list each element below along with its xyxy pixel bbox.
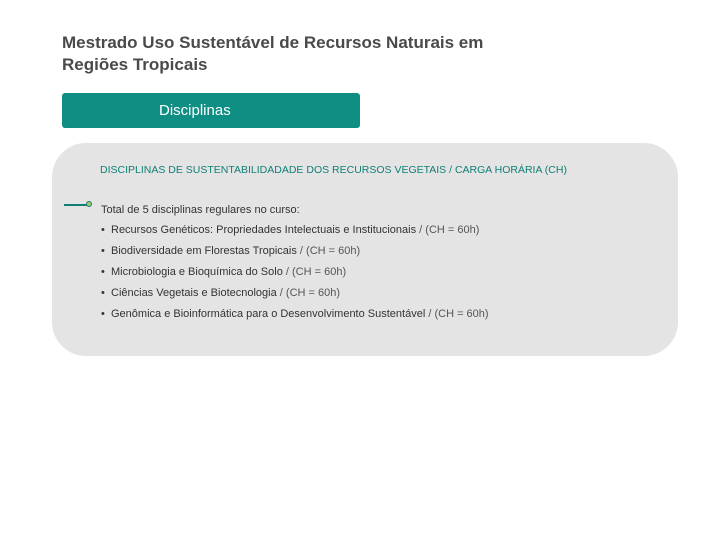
discipline-name: Genômica e Bioinformática para o Desenvolvimento Sustentável <box>111 308 426 320</box>
bullet-icon: • <box>101 266 105 278</box>
connector-line <box>64 204 88 206</box>
list-item <box>101 265 489 286</box>
discipline-name: Recursos Genéticos: Propriedades Intelectuais e Institucionais <box>111 224 417 236</box>
page-title <box>62 32 622 76</box>
bullet-icon: • <box>101 245 105 257</box>
list-item <box>101 223 489 244</box>
page-title-line-1: Mestrado Uso Sustentável de Recursos Naturais em <box>62 33 484 52</box>
discipline-hours: / (CH = 60h) <box>299 245 361 257</box>
intro-text: Total de 5 disciplinas regulares no curso: <box>101 204 300 216</box>
discipline-hours: / (CH = 60h) <box>428 308 489 320</box>
discipline-name: Microbiologia e Bioquímica do Solo <box>111 266 283 278</box>
discipline-name: Biodiversidade em Florestas Tropicais <box>111 245 297 257</box>
bullet-icon: • <box>101 287 105 299</box>
connector-dot-icon <box>86 201 92 207</box>
list-item <box>101 307 489 328</box>
discipline-hours: / (CH = 60h) <box>285 266 347 278</box>
discipline-name: Ciências Vegetais e Biotecnologia <box>111 287 277 299</box>
list-item <box>101 244 489 265</box>
bullet-icon: • <box>101 224 105 236</box>
page-title-line-2: Regiões Tropicais <box>62 55 208 74</box>
list-item <box>101 286 489 307</box>
discipline-hours: / (CH = 60h) <box>279 287 341 299</box>
discipline-hours: / (CH = 60h) <box>419 224 480 236</box>
tab-disciplinas[interactable]: Disciplinas <box>62 93 360 128</box>
section-heading: DISCIPLINAS DE SUSTENTABILIDADADE DOS RECURSOS VEGETAIS / CARGA HORÁRIA (CH) <box>100 164 567 176</box>
bullet-icon: • <box>101 308 105 320</box>
discipline-list <box>101 223 489 328</box>
